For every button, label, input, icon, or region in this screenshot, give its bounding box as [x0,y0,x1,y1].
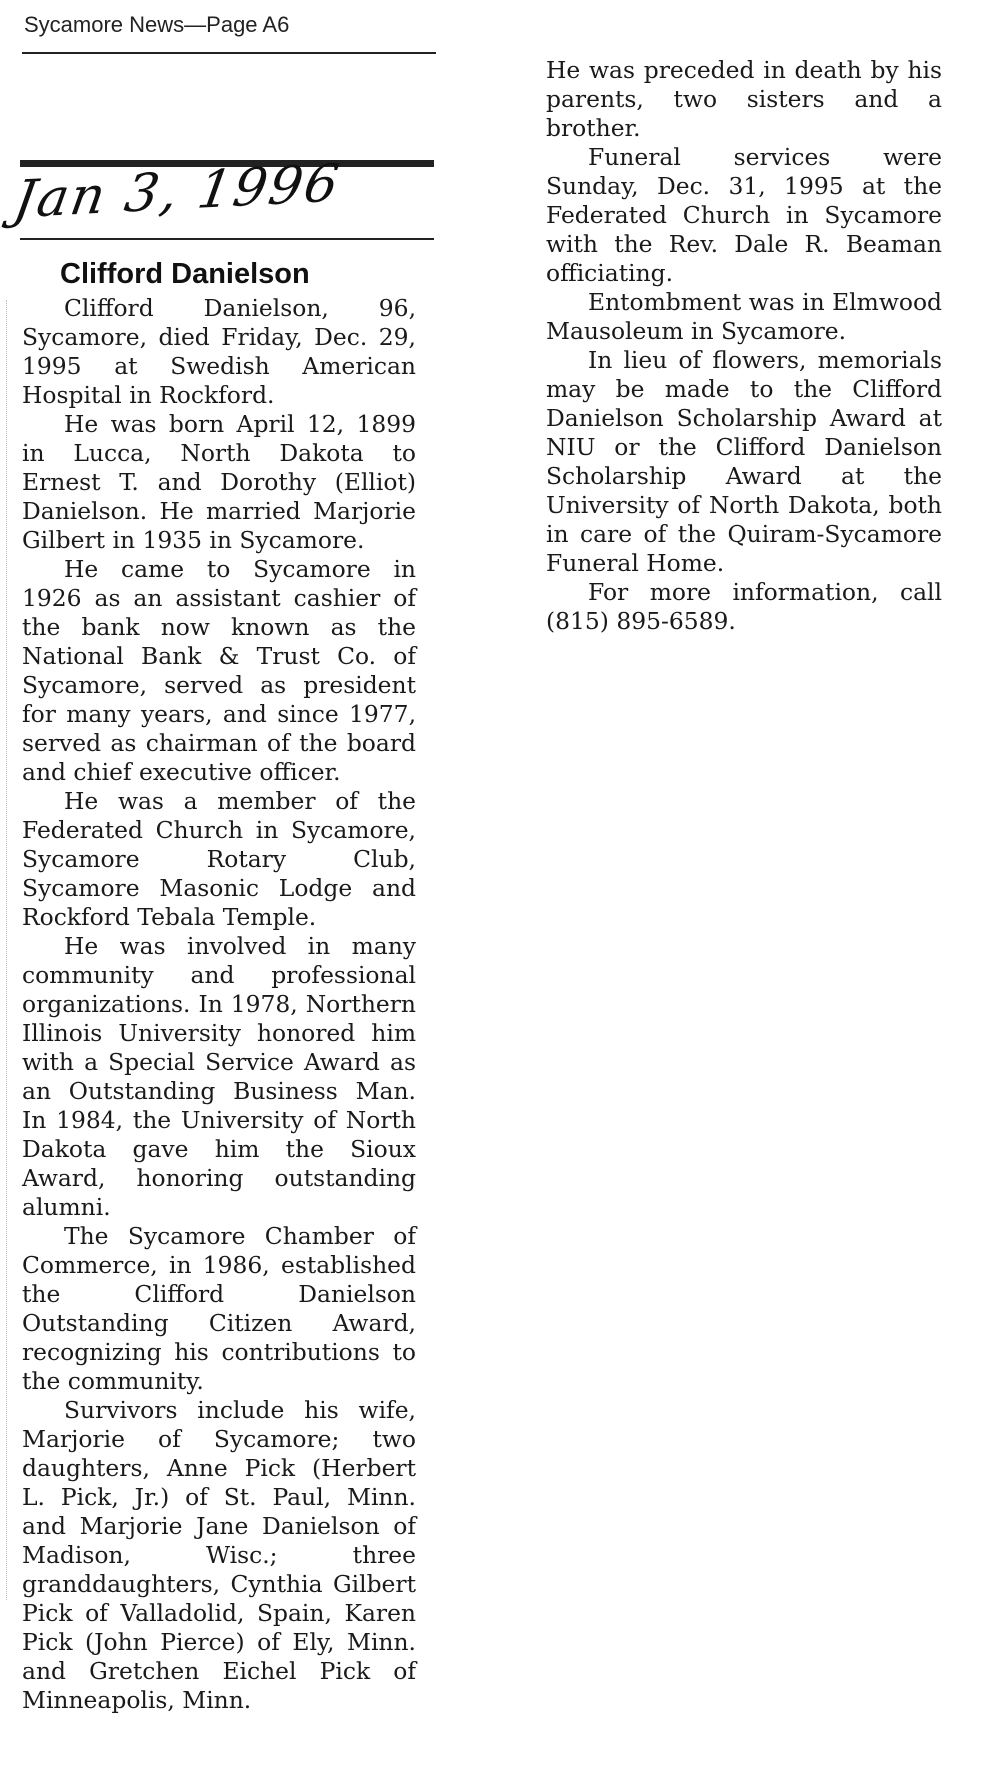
paragraph-death: Clifford Danielson, 96, Sycamore, died Friday, Dec. 29, 1995 at Swedish American Hospital in Rockford. [22,294,416,409]
obituary-right-column [546,56,942,636]
paragraph-contact: For more information, call (815) 895-6589. [546,578,942,635]
paragraph-memberships: He was a member of the Federated Church in Sycamore, Sycamore Rotary Club, Sycamore Masonic Lodge and Rockford Tebala Temple. [22,787,416,931]
paragraph-funeral: Funeral services were Sunday, Dec. 31, 1995 at the Federated Church in Sycamore with the Rev. Dale R. Beaman officiating. [546,143,942,287]
page-header: Sycamore News—Page A6 [24,12,290,37]
paragraph-preceded: He was preceded in death by his parents, two sisters and a brother. [546,56,942,142]
paragraph-memorials: In lieu of flowers, memorials may be made to the Clifford Danielson Scholarship Award at NIU or the Clifford Danielson Scholarship Award at the University of North Dakota, both in care of the Quiram-Sycamore Funeral Home. [546,346,942,577]
paragraph-honors: He was involved in many community and professional organizations. In 1978, Northern Illinois University honored him with a Special Service Award as an Outstanding Business Man. In 1984, the University of North Dakota gave him the Sioux Award, honoring outstanding alumni. [22,932,416,1221]
paragraph-entombment: Entombment was in Elmwood Mausoleum in Sycamore. [546,288,942,345]
header-rule [22,52,436,54]
obituary-title: Clifford Danielson [60,258,310,290]
paragraph-birth: He was born April 12, 1899 in Lucca, North Dakota to Ernest T. and Dorothy (Elliot) Danielson. He married Marjorie Gilbert in 1935 in Sycamore. [22,410,416,554]
margin-marks [6,300,17,1600]
paragraph-chamber-award: The Sycamore Chamber of Commerce, in 1986, established the Clifford Danielson Outstanding Citizen Award, recognizing his contributions to the community. [22,1222,416,1395]
handwritten-date: Jan 3, 1996 [9,153,345,231]
column-rule-thin [20,238,434,240]
paragraph-survivors: Survivors include his wife, Marjorie of Sycamore; two daughters, Anne Pick (Herbert L. Pick, Jr.) of St. Paul, Minn. and Marjorie Jane Danielson of Madison, Wisc.; three granddaughters, Cynthia Gilbert Pick of Valladolid, Spain, Karen Pick (John Pierce) of Ely, Minn. and Gretchen Eichel Pick of Minneapolis, Minn. [22,1396,416,1714]
obituary-left-column [22,294,416,1715]
paragraph-career: He came to Sycamore in 1926 as an assistant cashier of the bank now known as the National Bank & Trust Co. of Sycamore, served as president for many years, and since 1977, served as chairman of the board and chief executive officer. [22,555,416,786]
